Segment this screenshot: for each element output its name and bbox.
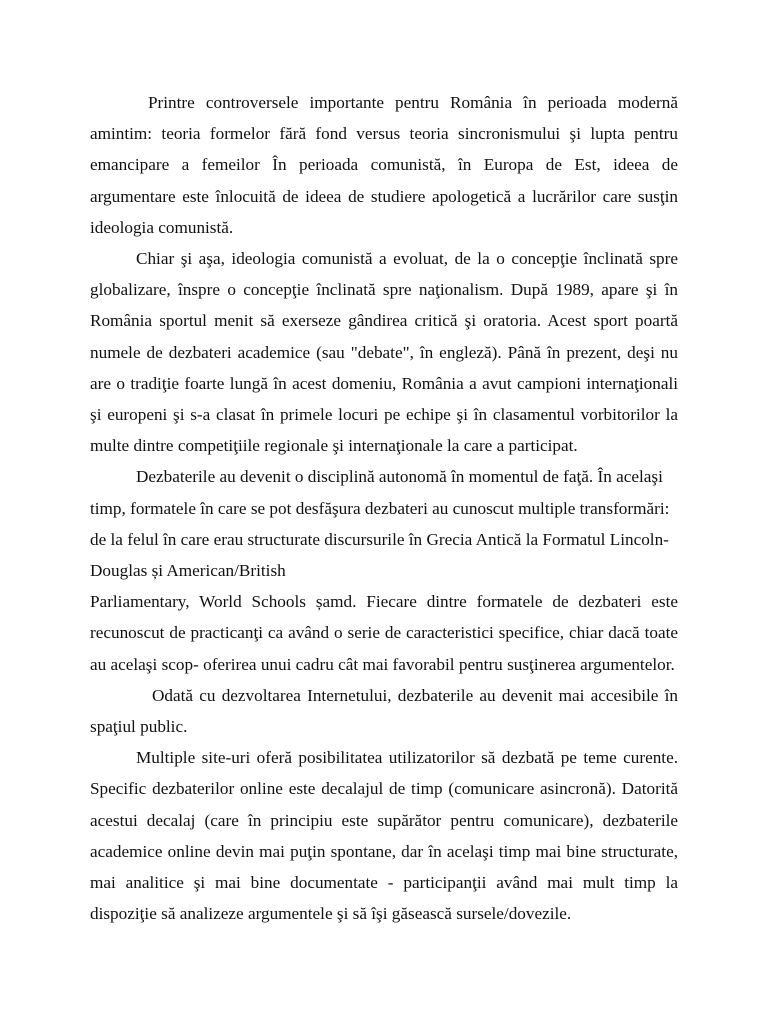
paragraph-2: Chiar şi aşa, ideologia comunistă a evoluat, de la o concepţie înclinată spre globalizare, înspre o concepţie înclinată spre naţionalism. După 1989, apare şi în România sportul menit să exerseze gândirea critică şi oratoria. Acest sport poartă numele de dezbateri academice (sau "debate", în engleză). Până în prezent, deşi nu are o tradiţie foarte lungă în acest domeniu, România a avut campioni internaţionali şi europeni şi s-a clasat în primele locuri pe echipe şi în clasamentul vorbitorilor la multe dintre competiţiile regionale şi internaţionale la care a participat. xyxy=(90,249,678,456)
paragraph-3: Dezbaterile au devenit o disciplină autonomă în momentul de faţă. În acelaşi timp, formatele în care se pot desfăşura dezbateri au cunoscut multiple transformări: de la felul în care erau structurate discursurile în Grecia Antică la Formatul Lincoln-Douglas și American/British xyxy=(90,467,670,581)
document-body xyxy=(90,87,678,929)
paragraph-1: Printre controversele importante pentru România în perioada modernă amintim: teoria formelor fără fond versus teoria sincronismului şi lupta pentru emancipare a femeilor În perioada comunistă, în Europa de Est, ideea de argumentare este înlocuită de ideea de studiere apologetică a lucrărilor care susţin ideologia comunistă. xyxy=(90,93,678,237)
paragraph-5: Odată cu dezvoltarea Internetului, dezbaterile au devenit mai accesibile în spaţiul public. xyxy=(90,685,678,737)
paragraph-6: Multiple site-uri oferă posibilitatea utilizatorilor să dezbată pe teme curente. Specific dezbaterilor online este decalajul de timp (comunicare asincronă). Datorită acestui decalaj (care în principiu este supărător pentru comunicare), dezbaterile academice online devin mai puţin spontane, dar în acelaşi timp mai bine structurate, mai analitice şi mai bine documentate - participanţii având mai mult timp la dispoziţie să analizeze argumentele şi să îşi găsească sursele/dovezile. xyxy=(90,748,678,924)
paragraph-4: Parliamentary, World Schools șamd. Fiecare dintre formatele de dezbateri este recunoscut de practicanţi ca având o serie de caracteristici specifice, chiar dacă toate au acelaşi scop- oferirea unui cadru cât mai favorabil pentru susţinerea argumentelor. xyxy=(90,592,678,674)
